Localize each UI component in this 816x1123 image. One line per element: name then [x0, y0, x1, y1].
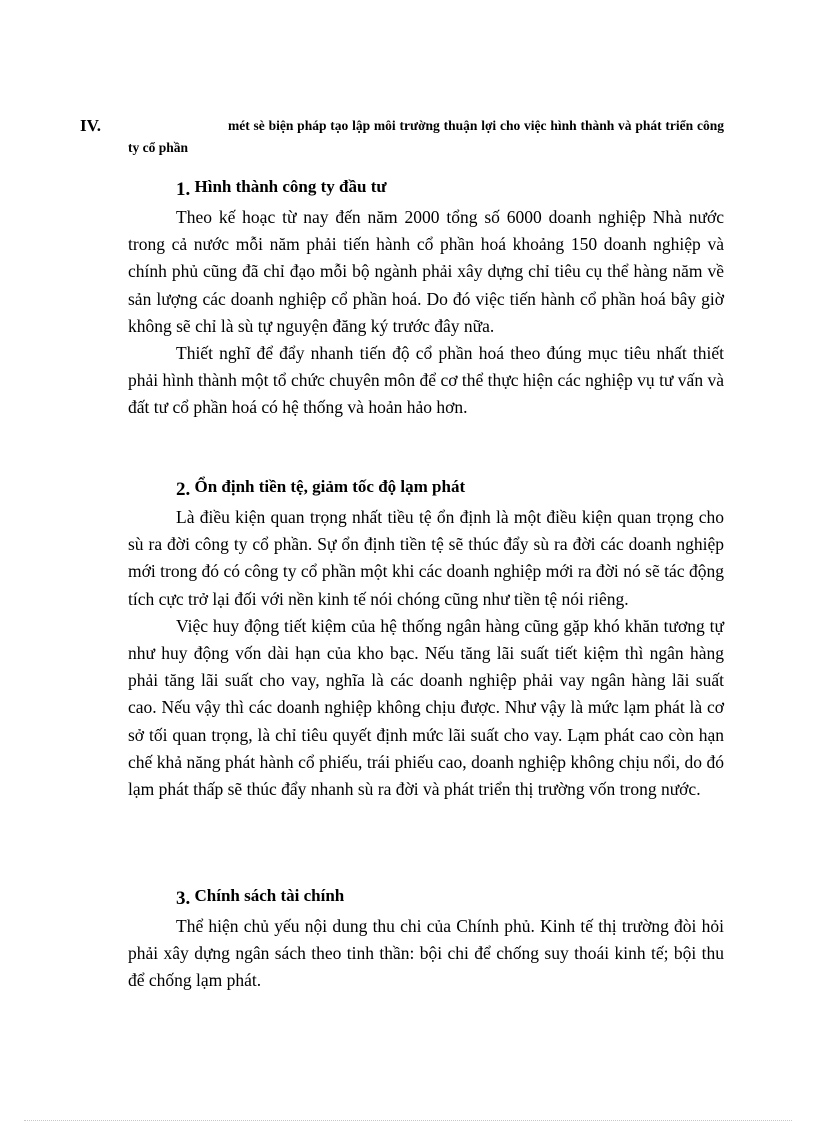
paragraph: Việc huy động tiết kiệm của hệ thống ngân hàng cũng gặp khó khăn tương tự như huy động vốn dài hạn của kho bạc. Nếu tăng lãi suất tiết kiệm thì ngân hàng phải tăng lãi suất cho vay, nghĩa là các doanh nghiệp phải vay ngân hàng lãi suất cao. Nếu vậy thì các doanh nghiệp không chịu được. Như vậy là mức lạm phát là cơ sở tối quan trọng, là chỉ tiêu quyết định mức lãi suất cho vay. Lạm phát cao còn hạn chế khả năng phát hành cổ phiếu, trái phiếu cao, doanh nghiệp không chịu nổi, do đó lạm phát thấp sẽ thúc đẩy nhanh sù ra đời và phát triển thị trường vốn trong nước.	[128, 615, 724, 800]
paragraph: Là điều kiện quan trọng nhất tiều tệ ổn định là một điều kiện quan trọng cho sù ra đời công ty cổ phần. Sự ổn định tiền tệ sẽ thúc đẩy sù ra đời các doanh nghiệp mới trong đó có công ty cổ phần một khi các doanh nghiệp mới ra đời nó sẽ tác động tích cực trở lại đối với nền kinh tế nói chóng cũng như tiền tệ nói riêng.	[128, 507, 724, 609]
section-heading	[128, 176, 724, 198]
section-number: 2.	[176, 479, 191, 500]
section-number: 1.	[176, 179, 191, 200]
section-3	[128, 885, 724, 995]
section-heading	[128, 476, 724, 498]
paragraph: Thể hiện chủ yếu nội dung thu chi của Chính phủ. Kinh tế thị trường đòi hỏi phải xây dựng ngân sách theo tinh thần: bội chi để chống suy thoái kinh tế; bội thu để chống lạm phát.	[128, 916, 724, 991]
chapter-number: IV.	[80, 116, 101, 135]
paragraph: Theo kế hoạc từ nay đến năm 2000 tổng số 6000 doanh nghiệp Nhà nước trong cả nước mỗi năm phải tiến hành cổ phần hoá khoảng 150 doanh nghiệp và chính phủ cũng đã chỉ đạo mỗi bộ ngành phải xây dựng chỉ tiêu cụ thể hàng năm về sản lượng các doanh nghiệp cổ phần hoá. Do đó việc tiến hành cổ phần hoá bây giờ không sẽ chỉ là sù tự nguyện đăng ký trước đây nữa.	[128, 207, 724, 336]
section-title: Ổn định tiền tệ, giảm tốc độ lạm phát	[194, 477, 466, 496]
section-number: 3.	[176, 888, 191, 909]
chapter-title: mét sè biện pháp tạo lập môi trường thuận lợi cho việc hình thành và phát triển công ty cổ phần	[128, 118, 724, 155]
section-2	[128, 476, 724, 803]
page-bottom-divider	[24, 1120, 792, 1121]
section-title: Hình thành công ty đầu tư	[194, 177, 387, 196]
section-1	[128, 176, 724, 422]
section-title: Chính sách tài chính	[194, 886, 345, 905]
paragraph: Thiết nghĩ để đẩy nhanh tiến độ cổ phần hoá theo đúng mục tiêu nhất thiết phải hình thành một tổ chức chuyên môn để cơ thể thực hiện các nghiệp vụ tư vấn và đất tư cổ phần hoá có hệ thống và hoản hảo hơn.	[128, 343, 724, 418]
section-heading	[128, 885, 724, 907]
